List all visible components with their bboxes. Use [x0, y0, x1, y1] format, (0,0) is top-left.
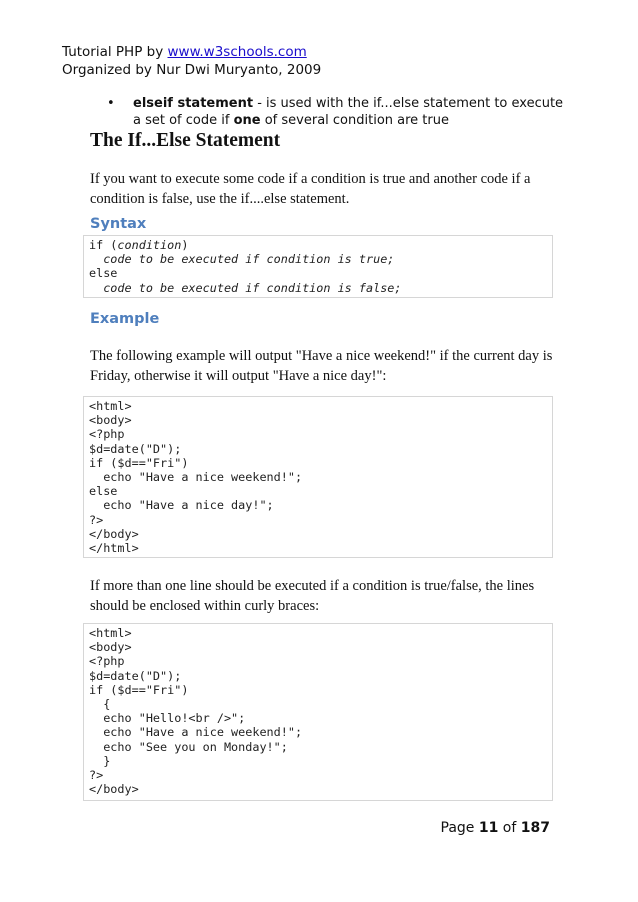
current-page: 11: [478, 820, 499, 836]
code-line: else: [89, 484, 118, 499]
code-line: echo "Hello!<br />";: [89, 711, 246, 726]
code-line: {: [89, 696, 111, 711]
code-line: ?>: [89, 767, 104, 782]
code-line: <body>: [89, 413, 132, 428]
code-line: </body>: [89, 526, 139, 541]
bullet-text: [133, 95, 573, 129]
code-line: echo "Have a nice weekend!";: [89, 469, 303, 484]
code-line: <body>: [89, 640, 132, 655]
code-line: echo "Have a nice weekend!";: [89, 725, 303, 740]
header-line-2: Organized by Nur Dwi Muryanto, 2009: [62, 62, 322, 78]
code-line: $d=date("D");: [89, 441, 182, 456]
section-title: The If...Else Statement: [90, 130, 281, 151]
syntax-condition: condition: [117, 238, 182, 252]
code-line: <?php: [89, 427, 125, 442]
example-intro-2: If more than one line should be executed if a condition is true/false, the lines should be enclosed within curly braces:: [90, 578, 535, 614]
syntax-code-box: [83, 235, 553, 298]
example-code-box-2: [83, 623, 553, 801]
code-line: </html>: [89, 540, 139, 555]
code-line: <html>: [89, 626, 132, 640]
total-pages: 187: [520, 820, 550, 836]
page-number: [441, 820, 550, 836]
syntax-heading: Syntax: [90, 216, 147, 232]
syntax-line: if (condition): [89, 238, 189, 252]
syntax-line: else: [89, 266, 118, 281]
bullet-dot-icon: •: [107, 96, 115, 111]
code-line: ?>: [89, 512, 104, 527]
bullet-desc-b: of several condition are true: [260, 113, 449, 128]
bullet-term: elseif statement: [133, 96, 254, 111]
code-line: </body>: [89, 782, 139, 797]
header-prefix: Tutorial PHP by: [62, 44, 168, 60]
code-line: }: [89, 753, 111, 768]
w3schools-link[interactable]: www.w3schools.com: [167, 44, 307, 60]
example-code-box-1: [83, 396, 553, 558]
code-line: if ($d=="Fri"): [89, 455, 189, 470]
code-line: echo "Have a nice day!";: [89, 498, 274, 513]
code-line: if ($d=="Fri"): [89, 682, 189, 697]
syntax-line: code to be executed if condition is true;: [89, 252, 395, 267]
code-line: echo "See you on Monday!";: [89, 739, 288, 754]
section-intro: If you want to execute some code if a condition is true and another code if a condition is false, use the if....else statement.: [90, 171, 531, 207]
example-intro: The following example will output "Have a nice weekend!" if the current day is Friday, otherwise it will output "Have a nice day!":: [90, 348, 553, 384]
example-heading: Example: [90, 311, 160, 327]
bullet-desc-a: - is used with the if...else statement to execute a set of code if: [133, 96, 564, 128]
header-line-1: [62, 43, 307, 61]
code-line: <html>: [89, 399, 132, 413]
page-word: Page: [440, 820, 479, 836]
code-line: $d=date("D");: [89, 668, 182, 683]
syntax-line: code to be executed if condition is false;: [89, 280, 402, 295]
of-word: of: [498, 820, 521, 836]
bullet-emph: one: [233, 113, 261, 128]
code-line: <?php: [89, 654, 125, 669]
